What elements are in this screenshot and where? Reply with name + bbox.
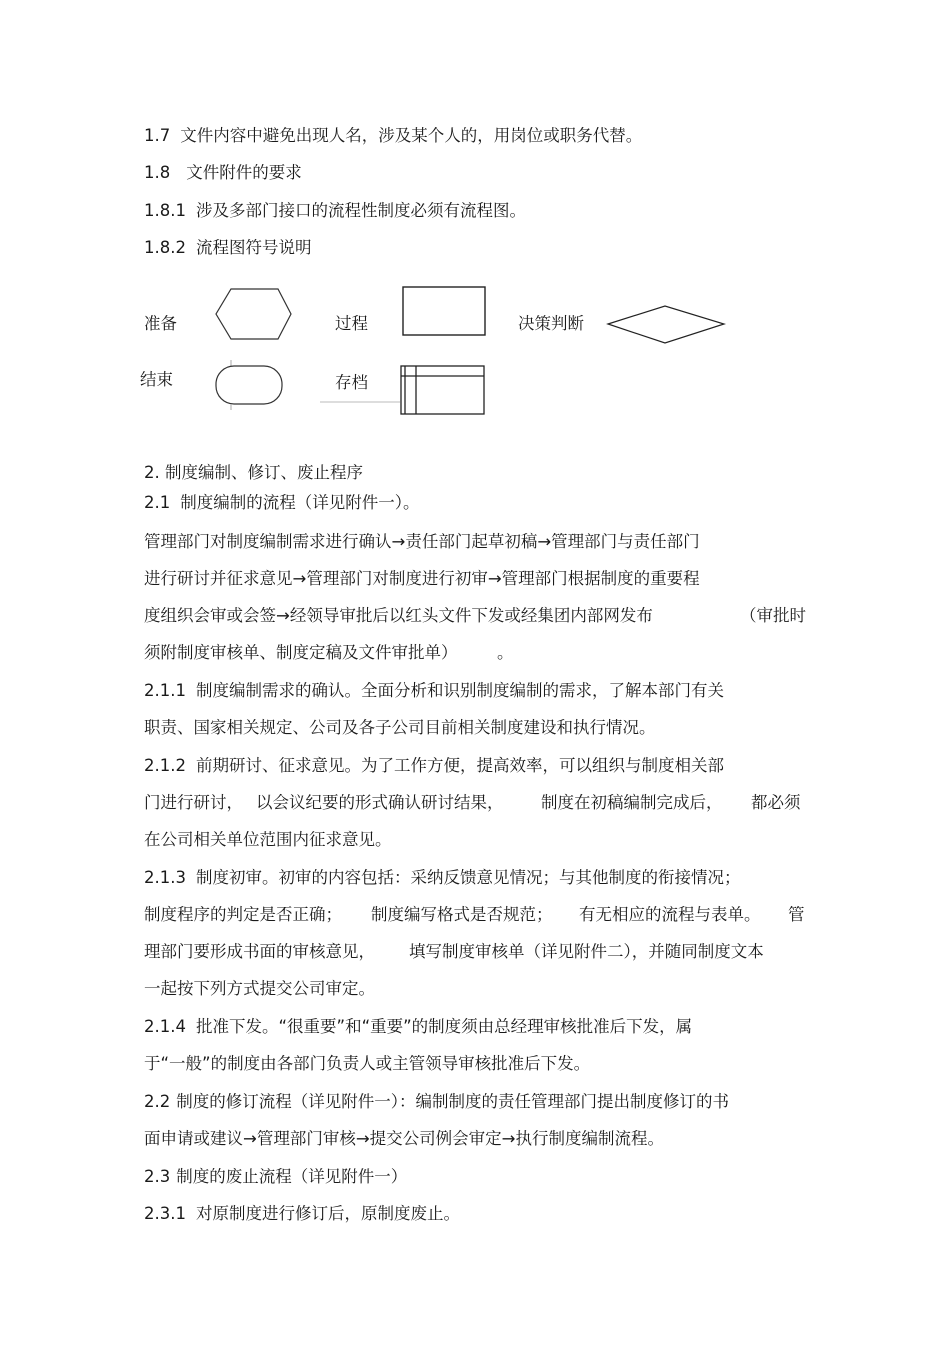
section-2-1-1-line: 职责、国家相关规定、公司及各子公司目前相关制度建设和执行情况。 <box>144 718 656 737</box>
section-2-1-body-line: 。 <box>497 643 514 662</box>
section-1-8: 1.8 文件附件的要求 <box>144 163 302 182</box>
symbol-label-end: 结束 <box>140 370 173 389</box>
rounded-rectangle-symbol <box>212 360 286 412</box>
section-2-1-2-line: 以会议纪要的形式确认研讨结果， <box>256 793 504 812</box>
diamond-symbol <box>606 304 728 346</box>
section-2-1-body-line: 进行研讨并征求意见→管理部门对制度进行初审→管理部门根据制度的重要程 <box>144 569 700 588</box>
section-2-1-4: 2.1.4 批准下发。“很重要”和“重要”的制度须由总经理审核批准后下发，属 <box>144 1017 693 1036</box>
section-2-1-4-line: 于“一般”的制度由各部门负责人或主管领导审核批准后下发。 <box>144 1054 591 1073</box>
section-2-2: 2.2 制度的修订流程（详见附件一）：编制制度的责任管理部门提出制度修订的书 <box>144 1092 729 1111</box>
hexagon-symbol <box>214 288 294 340</box>
archive-symbol <box>320 364 488 418</box>
section-2-3-1: 2.3.1 对原制度进行修订后，原制度废止。 <box>144 1204 460 1223</box>
rectangle-symbol <box>402 286 487 338</box>
section-2-1-3-line: 有无相应的流程与表单。 <box>579 905 761 924</box>
section-2-1-2: 2.1.2 前期研讨、征求意见。为了工作方便，提高效率，可以组织与制度相关部 <box>144 756 724 775</box>
section-2-1-2-line: 制度在初稿编制完成后， <box>541 793 723 812</box>
section-2-1-2-line: 都必须 <box>751 793 801 812</box>
section-2-heading: 2. 制度编制、修订、废止程序 <box>144 463 363 482</box>
section-2-1-3-line: 填写制度审核单（详见附件二），并随同制度文本 <box>409 942 764 961</box>
section-1-7: 1.7 文件内容中避免出现人名，涉及某个人的，用岗位或职务代替。 <box>144 126 643 145</box>
section-2-1-3-line: 管 <box>788 905 805 924</box>
section-2-1-body-line: 度组织会审或会签→经领导审批后以红头文件下发或经集团内部网发布 <box>144 606 653 625</box>
section-2-1-body-line: 管理部门对制度编制需求进行确认→责任部门起草初稿→管理部门与责任部门 <box>144 532 700 551</box>
section-2-1-3-line: 理部门要形成书面的审核意见， <box>144 942 375 961</box>
section-2-1-2-line: 在公司相关单位范围内征求意见。 <box>144 830 392 849</box>
symbol-label-prepare: 准备 <box>144 314 177 333</box>
section-2-1-2-line: 门进行研讨， <box>144 793 243 812</box>
section-2-1-3-line: 一起按下列方式提交公司审定。 <box>144 979 375 998</box>
section-2-1: 2.1 制度编制的流程（详见附件一）。 <box>144 493 420 512</box>
section-2-1-3-line: 制度编写格式是否规范； <box>371 905 553 924</box>
section-2-1-body-line: 须附制度审核单、制度定稿及文件审批单） <box>144 643 458 662</box>
section-2-3: 2.3 制度的废止流程（详见附件一） <box>144 1167 408 1186</box>
section-2-2-line: 面申请或建议→管理部门审核→提交公司例会审定→执行制度编制流程。 <box>144 1129 664 1148</box>
symbol-label-archive: 存档 <box>335 373 368 392</box>
symbol-label-decision: 决策判断 <box>518 314 584 333</box>
section-2-1-3-line: 制度程序的判定是否正确； <box>144 905 342 924</box>
section-2-1-body-line: （审批时 <box>740 606 806 625</box>
section-2-1-3: 2.1.3 制度初审。初审的内容包括：采纳反馈意见情况；与其他制度的衔接情况； <box>144 868 741 887</box>
section-1-8-1: 1.8.1 涉及多部门接口的流程性制度必须有流程图。 <box>144 201 526 220</box>
symbol-label-process: 过程 <box>335 314 368 333</box>
section-1-8-2: 1.8.2 流程图符号说明 <box>144 238 312 257</box>
section-2-1-1: 2.1.1 制度编制需求的确认。全面分析和识别制度编制的需求，了解本部门有关 <box>144 681 724 700</box>
